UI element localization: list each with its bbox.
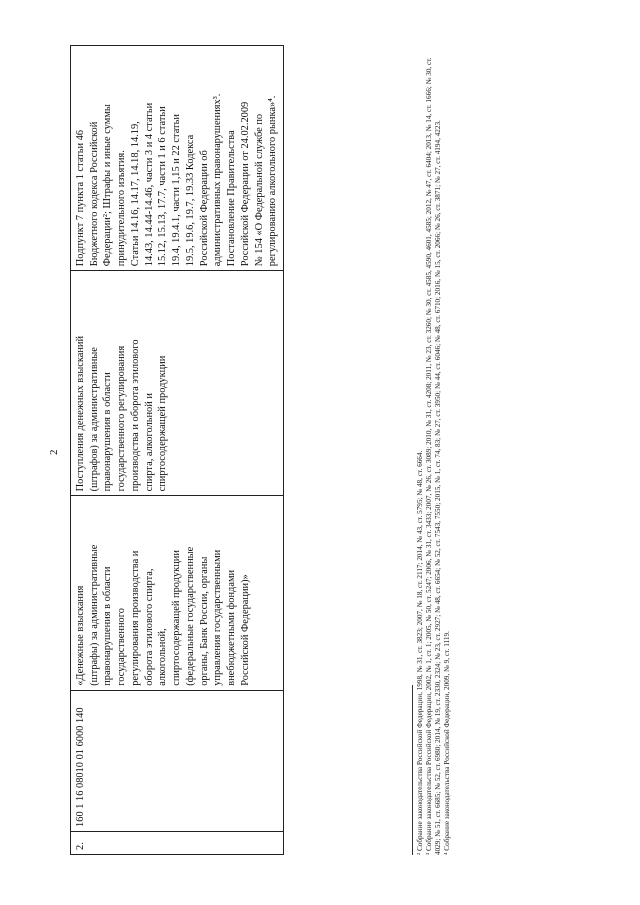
text-line: 14.43, 14.44-14.46, части 3 и 4 статьи — [143, 102, 155, 267]
footnotes — [412, 45, 452, 855]
text-line: органы, Банк России, органы — [198, 556, 210, 686]
page-number: 2 — [48, 449, 60, 455]
text-line: (штрафов) за административные — [88, 347, 100, 492]
income-description-cell — [71, 271, 284, 496]
text-line: Поступления денежных взысканий — [75, 335, 86, 492]
text-line: спиртосодержащей продукции — [157, 355, 169, 492]
text-line: Российской Федерации)» — [239, 574, 251, 686]
document-page — [48, 45, 578, 855]
text-line: Российской Федерации от 24.02.2009 — [239, 101, 251, 267]
text-line: «Денежные взыскания — [75, 585, 86, 686]
text-line: № 154 «О Федеральной службе по — [253, 113, 265, 267]
text-line: (штрафы) за административные — [88, 544, 100, 686]
text-line: государственного — [116, 608, 128, 686]
text-line: 19.4, 19.4.1, части 1,15 и 22 статьи — [171, 114, 183, 267]
row-number: 2. — [71, 831, 284, 854]
classification-table — [70, 45, 284, 855]
legal-basis-cell — [71, 46, 284, 271]
income-name-cell — [71, 496, 284, 690]
text-line: 15.12, 15.13, 17.7, части 1 и 6 статьи — [157, 106, 169, 267]
text-line: алкогольной, — [157, 628, 169, 686]
budget-code: 160 1 16 08010 01 6000 140 — [71, 690, 284, 831]
text-line: Статьи 14.16, 14.17, 14.18, 14.19, — [129, 121, 141, 267]
text-line: внебюджетными фондами — [226, 569, 238, 686]
text-line: управления государственными — [212, 549, 224, 686]
text-line: Бюджетного кодекса Российской — [88, 121, 100, 267]
text-line: Федерации²; Штрафы и иные суммы — [102, 104, 114, 267]
text-line: оборота этилового спирта, — [143, 568, 155, 686]
text-line: правонарушения в области — [102, 372, 114, 492]
text-line: государственного регулирования — [116, 345, 128, 492]
text-line: регулирования производства и — [129, 550, 141, 686]
text-line: 19.5, 19.6, 19.7, 19.33 Кодекса — [184, 134, 196, 267]
footnote: ⁴ Собрание законодательства Российской Федерации, 2009, № 9, ст. 1119. — [443, 631, 451, 855]
text-line: Постановление Правительства — [226, 130, 238, 267]
text-line: Российской Федерации об — [198, 150, 210, 267]
text-line: (федеральные государственные — [184, 546, 196, 686]
text-line: административных правонарушениях³. — [212, 93, 224, 267]
footnote-divider — [412, 685, 413, 855]
text-line: Подпункт 7 пункта 1 статьи 46 — [75, 130, 86, 267]
table-row — [71, 46, 284, 855]
footnote: ³ Собрание законодательства Российской Федерации, 2002, № 1, ст. 1; 2005, № 50, ст. 5247; 2006, № 31, ст. 3433; 2007, № 26, ст. 3089; 2010, № 31, ст. 4208; 2011, № 23, ст. 3260; № 30, ст. 4585, 4590, 4601, 4585; 2012, № 47, ст. 6404; 2013, № 14, ст. 1666; № 30, ст. 4029; № 51, ст. 6685; № 52, ст. 6980; 2014, № 19, ст. 2330, 2324; № 23, ст. 2927; № 48, ст. 6654; № 52, ст. 7543, 7550; 2015, № 1, ст. 74, 83; № 27, ст. 3950; № 44, ст. 6046; № 48, ст. 6710; 2016, № 15, ст. 2066; № 26, ст. 3871; № 27, ст. 4194, 4223. — [425, 57, 442, 855]
text-line: производства и оборота этилового — [129, 339, 141, 492]
text-line: регулированию алкогольного рынка»⁴. — [267, 95, 279, 267]
footnote: ² Собрание законодательства Российской Федерации, 1998, № 31, ст. 3823; 2007, № 18, ст. 2117; 2014, № 43, ст. 5795; № 48, ст. 6664. — [416, 450, 424, 855]
text-line: спирта, алкогольной и — [143, 393, 155, 492]
text-line: правонарушения в области — [102, 566, 114, 686]
text-line: принудительного изъятия. — [116, 150, 128, 267]
text-line: спиртосодержащей продукции — [171, 550, 183, 686]
